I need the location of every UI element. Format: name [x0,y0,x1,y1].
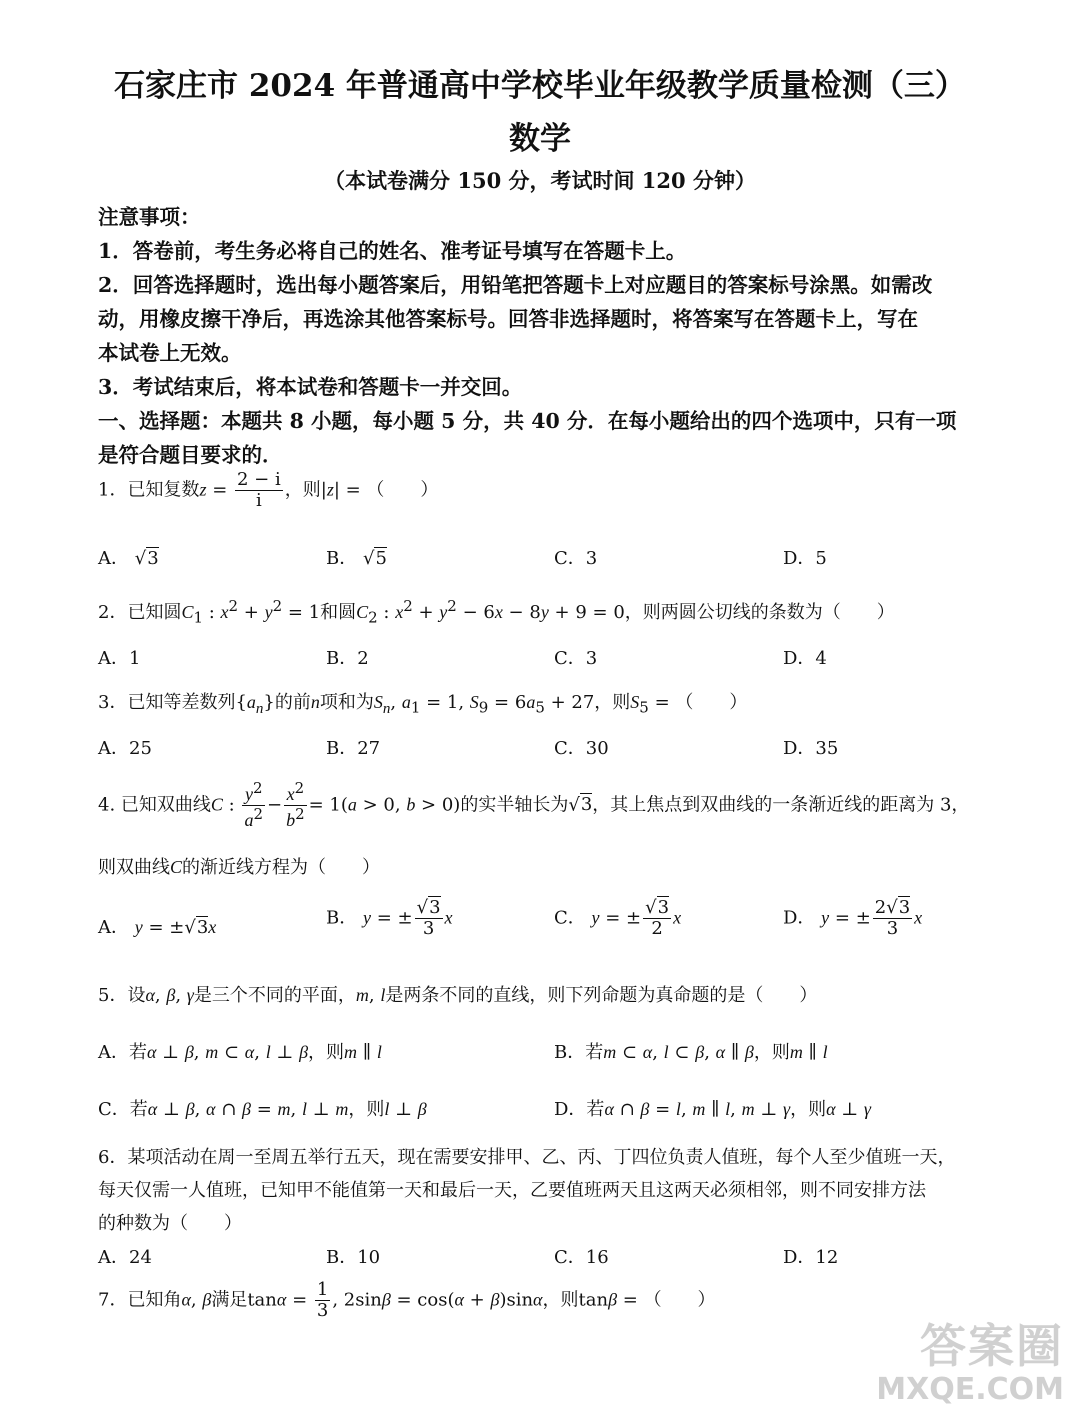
option-c: C． y = ± $\frac{√3}{2}$ x [554,897,682,939]
option-b: B． √5 [326,548,387,569]
option-d: D．5 [783,548,827,569]
question-6-cont: 每天仅需一人值班，已知甲不能值第一天和最后一天，乙要值班两天且这两天必须相邻，则不同安排方法 [98,1180,926,1201]
notice-item: 3．考试结束后，将本试卷和答题卡一并交回。 [98,375,523,399]
option-a: A．1 [98,648,141,669]
option-c: C．若α ⊥ β, α ∩ β = m, l ⊥ m，则l ⊥ β [98,1099,427,1120]
option-a: A． √3 [98,548,159,569]
option-d: D．12 [783,1247,839,1268]
question-5: 5．设α, β, γ是三个不同的平面，m, l是两条不同的直线，则下列命题为真命题的是（ ） [98,985,818,1006]
fraction: $\frac{2 - i}{i}$ [237,469,281,511]
option-b: B．若m ⊂ α, l ⊂ β, α ∥ β，则m ∥ l [554,1042,828,1063]
section-heading-cont: 是符合题目要求的． [98,443,283,467]
exam-subtitle: （本试卷满分 150 分，考试时间 120 分钟） [324,168,756,193]
notice-item: 1．答卷前，考生务必将自己的姓名、准考证号填写在答题卡上。 [98,239,687,263]
option-b: B．27 [326,738,381,759]
option-d: D． y = ± $\frac{2√3}{3}$ x [783,897,923,939]
exam-title: 石家庄市 2024 年普通高中学校毕业年级教学质量检测（三） [114,68,966,104]
notice-item: 2．回答选择题时，选出每小题答案后，用铅笔把答题卡上对应题目的答案标号涂黑。如需改 [98,273,933,297]
option-d: D．4 [783,648,827,669]
option-d: D．若α ∩ β = l, m ∥ l, m ⊥ γ，则α ⊥ γ [554,1099,872,1120]
question-4: 4. 已知双曲线C : $\frac{y^2}{a^2}$ − $\frac{x^2}{b^2}$ = 1(a > 0, b > 0)的实半轴长为√3，其上焦点到双曲线的一条渐近线的距离为 3， [98,779,970,830]
option-a: A．若α ⊥ β, m ⊂ α, l ⊥ β，则m ∥ l [98,1042,382,1063]
watermark-cn: 答案圈 [920,1319,1064,1373]
option-c: C．3 [554,648,598,669]
notice-heading: 注意事项： [98,205,201,229]
option-a: A．24 [98,1247,152,1268]
option-b: B．2 [326,648,369,669]
option-c: C．16 [554,1247,609,1268]
option-b: B．10 [326,1247,381,1268]
option-a: A． y = ±√3x [98,917,217,938]
option-b: B． y = ± $\frac{√3}{3}$ x [326,897,453,939]
notice-item: 动，用橡皮擦干净后，再选涂其他答案标号。回答非选择题时，将答案写在答题卡上，写在 [98,307,918,331]
option-c: C．3 [554,548,598,569]
question-6: 6．某项活动在周一至周五举行五天，现在需要安排甲、乙、丙、丁四位负责人值班，每个人至少值班一天， [98,1147,956,1168]
notice-item: 本试卷上无效。 [98,341,242,365]
question-7: 7．已知角α, β满足tanα = $\frac{1}{3}$ , 2sinβ = cos(α + β)sinα，则tanβ = （ ） [98,1279,716,1321]
option-a: A．25 [98,738,152,759]
subject-title: 数学 [509,121,571,157]
question-4-cont: 则双曲线C的渐近线方程为（ ） [98,857,381,878]
question-3: 3．已知等差数列$\{a_n\}$的前n项和为$S_n$, $a_1 = 1$, $S_9 = 6a_5 + 27$，则$S_5$ = （ ） [98,692,748,717]
option-c: C．30 [554,738,609,759]
watermark-en: MXQE.COM [876,1372,1064,1407]
question-6-cont: 的种数为（ ） [98,1213,242,1234]
question-2: 2．已知圆$C_1$ : $x^2 + y^2 = 1$和圆$C_2$ : $x^2 + y^2 - 6x - 8y + 9 = 0$，则两圆公切线的条数为（ ） [98,597,895,627]
watermark-logo [876,1310,1064,1407]
option-d: D．35 [783,738,839,759]
section-heading: 一、选择题：本题共 8 小题，每小题 5 分，共 40 分．在每小题给出的四个选项中，只有一项 [98,409,957,433]
question-1: 1．已知复数z = $\frac{2 - i}{i}$ ，则|z| = （ ） [98,469,439,511]
